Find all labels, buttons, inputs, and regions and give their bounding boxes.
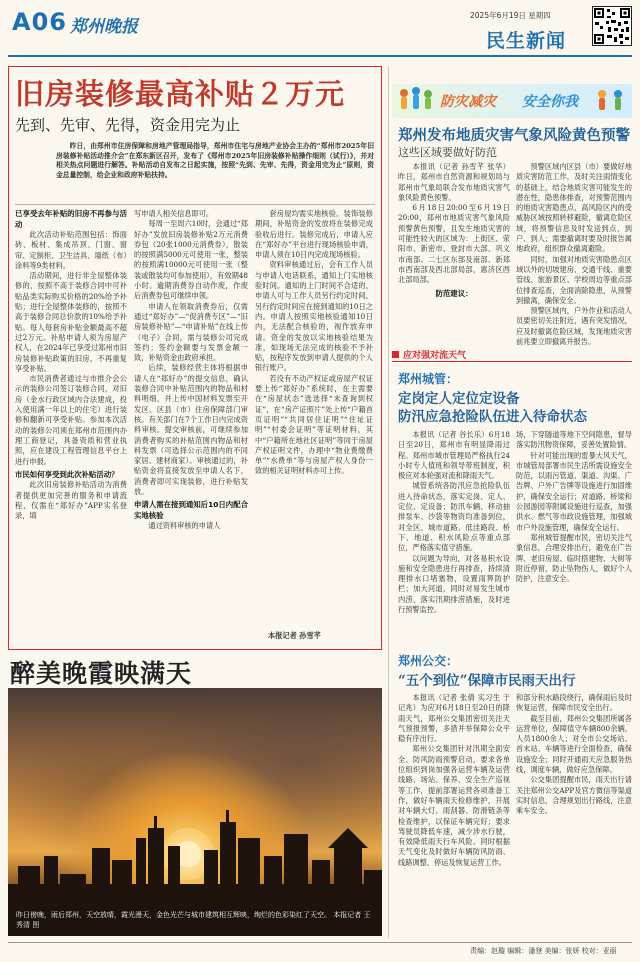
bus-paragraph: 截至目前，郑州公交集团所属各运营单位，保障值守车辆800余辆，人员1800余人；对全市公交场站、首末站、车辆等进行全面检查，确保设施安全；同时开通雨天应急服务热线，调度车辆，做好应急保障。	[516, 713, 632, 775]
qr-code-icon	[592, 6, 632, 46]
bus-article-column-2	[516, 693, 632, 937]
footer-credits: 责编：赵璇 编辑：潘登 美编：张妍 校对：亚丽	[470, 947, 617, 955]
lead-article-column-3	[255, 209, 373, 629]
lead-intro-rule	[15, 204, 375, 205]
photo-story-title: 醉美晚霞映满天	[10, 659, 193, 688]
bus-paragraph: 和部分积水路段绕行，确保雨后及时恢复运营，保障市民安全出行。	[516, 693, 632, 713]
city-paragraph: 针对可能出现的雷暴大风天气，市城管局部署市民生活所需设施安全防范，以雨污管道、渠道、沟渠、广告牌、户外广告牌等设施进行加固维护，确保安全运行；对道路、桥梁和公园游园等附属设施进行巡查，加强供水、燃气等市政设施管理，加强城市户外设施管理，确保安全运行。	[516, 450, 632, 532]
city-paragraph: 本报讯（记者 谷长乐）6月18日至20日，郑州市有明显降雨过程。郑州市城市管理局严格执行24小时专人值班和领导带班制度，积极应对本轮强对流和降雨天气。	[398, 430, 510, 481]
lead-paragraph: 后续，装修经营主体将根据申请人在“郑好办”的提交信息，确认装修合同中补贴范围内的物品和材料明细，并上传中国材料发票至开发区、区县（市）住房保障部门审核。有关部门在7个工作日内完成资料审核。提交审核前，可继续参加消费者购买的补贴范围内物品和材料发票（可选择公示范围内的不同家居、建材商家）。审核通过的，补贴资金将直接发放至申请人名下，消费者即可实现装修，进行补贴发放。	[134, 363, 248, 497]
weather-article-column-1	[398, 162, 510, 338]
photo-caption: 昨日傍晚，雨后郑州，天空放晴，霞光漫天，金色光芒与城市建筑相互辉映，绚烂的色彩染红了天空。 本报记者 王秀清 图	[16, 911, 371, 929]
city-article-title-1: 定岗定人定位定设备	[398, 391, 520, 407]
weather-paragraph: 本报讯（记者 孙雪芊 张华）昨日，郑州市自然资源和规划局与郑州市气象局联合发布地质灾害气象风险黄色预警。	[398, 162, 510, 202]
lead-article-subtitle: 先到、先审、先得，资金用完为止	[15, 116, 241, 134]
sunset-photo	[8, 688, 382, 936]
weather-paragraph: 6月18日20:00至6月19日20:00，郑州市地质灾害气象风险预警黄色预警，且发生地质灾害的可能性较大的区域为：上街区、荥阳市、新密市、登封市大部、巩义市南部、二七区东部及南部、新郑市西南部及西北部局部，惠济区西北部局部。	[398, 203, 510, 285]
city-paragraph: 以问题为导向，对各易积水设施和安全隐患进行再排查，持续清理排水口堵塞物，设置雨箅防护栏；加大河道，同时对易发生城市内涝，落实汛期排涝措施，及时进行预警监控。	[398, 553, 510, 615]
lead-subheading-1: 已享受去年补贴的旧房不再参与活动	[15, 209, 127, 229]
lead-paragraph: 套房屋均需实地核验。装饰装修期间，补贴资金的发放将在装修完成验收后进行。装修完成后，申请人应在“郑好办”平台进行现场核验申请，申请人须在10日内完成现场核验。	[255, 209, 373, 260]
city-paragraph: 场，下穿隧道等地下空间隐患，督导落实防汛物资保障，妥善处置险情。	[516, 430, 632, 450]
weather-article-column-2	[516, 162, 632, 347]
city-article-column-1	[398, 430, 510, 640]
lead-paragraph: 若没有不动产权证或房屋产权证要上传“郑好办”系统时，在主需要在“房屋状态”选选择“未查询到权证”，在“房产证照片”处上传“户籍首页证明”“共同居住证明”“住址证明”“村委会证明”等证明材料，其中“户籍所在地社区证明”等同于房屋产权证明文件，办理中“物业费缴费单”“水费单”等与房屋产权人身份一致的相关证明材料亦可上传。	[255, 373, 373, 476]
weather-subheading: 防范建议：	[435, 288, 473, 298]
section-title: 民生新闻	[486, 30, 567, 52]
footer-rule	[8, 942, 632, 943]
lead-paragraph: 写申请人相关信息即可。	[134, 209, 214, 218]
weather-article-subtitle: 这些区域要做好防范	[398, 146, 497, 159]
lead-paragraph: 市民消费者通过与市推介会公示的装修公司签订装修合同，对旧房（金水行政区域内合法建成，投入使用满一年以上的住宅）进行装修和翻新可享受补贴。参加本次活动的装修公司须在郑州市范围内办理工商登记，具备资质和营业执照，应在建设工程管理信息平台上进行申报。	[15, 374, 127, 466]
city-article-kicker: 郑州城管：	[398, 372, 459, 386]
paper-logo: 郑州晚报	[70, 17, 138, 37]
lead-article-byline: 本报记者 孙雪芊	[268, 631, 321, 640]
weather-article-title: 郑州发布地质灾害气象风险黄色预警	[398, 127, 630, 144]
lead-paragraph: 此次旧房装修补贴活动为消费者提供更加完善的服务和申请流程，仅需在“郑好办”APP实名登录，填	[15, 480, 127, 521]
page-number: A06	[12, 8, 67, 36]
column-divider	[388, 66, 389, 938]
city-paragraph: 郑州城管提醒市民，密切关注气象信息，合理安排出行，避免在广告牌、老旧房屋、临时搭建物、大树等附近停留，防止坠物伤人，做好个人防护，注意安全。	[516, 532, 632, 584]
masthead-rule	[8, 55, 632, 57]
lead-paragraph: 此次活动补贴范围包括：饰面砖、板材、集成吊顶、门窗、窗帘、定制柜、卫生洁具、墙纸（布）涂料等9类材料。	[15, 230, 127, 270]
bus-article-title: “五个到位”保障市民雨天出行	[398, 673, 576, 689]
lead-subheading-3: 申请人需在接到通知后10日内配合实地核验	[134, 500, 248, 520]
weather-paragraph: 预警区域内，户外作业和活动人员要密切关注附近，遇有突发情况，应及时撤离危险区域，发现地质灾害前兆要立即撤离并报告。	[516, 306, 632, 347]
lead-article-column-1	[15, 209, 127, 641]
lead-article-column-2	[134, 209, 248, 641]
bus-article-column-1	[398, 693, 510, 937]
issue-date: 2025年6月19日 星期四	[470, 11, 551, 20]
city-paragraph: 城管系统各防汛应急抢险队伍进入待命状态，落实定岗、定人、定位、定设备；防汛车辆、移动抽排泵车、沙袋等物资均准备到位，对全区、城市道路、低洼路段、桥下、地道、积水风险点等重点部位，严格落实值守措施。	[398, 481, 510, 553]
lead-subheading-2: 市民如何享受到此次补贴活动？	[15, 469, 119, 479]
section-tag-label: 应对强对流天气	[403, 351, 467, 361]
bus-article-kicker: 郑州公交：	[398, 654, 459, 668]
kids-icon	[592, 85, 630, 117]
masthead	[0, 0, 640, 60]
safety-banner	[392, 84, 632, 118]
lead-paragraph: 资料审核通过后，会有工作人员与申请人电话联系，通知上门实地核验时间。通知的上门时间不合适的，申请人可与工作人员另行约定时间，另行约定时间应在接到通知的10日之内。申请人按照实地核验通知10日内，无法配合核验的，视作放弃申请。资金的发放以实地核验结果为准，如现场无法完成的核验不予补贴，按程序发放到申请人提供的个人银行账户。	[255, 260, 373, 373]
people-icon	[396, 85, 436, 117]
lead-paragraph: 活动期间，进行非全屋整体装修的，按照不高于装修合同中可补贴品类实际购买价格的20%给予补贴；进行全屋整体装修的，按照不高于装修合同总价款的10%给予补贴。每人每套房补贴金额最高不超过2万元。补贴申请人须为房屋产权人，在2024年已享受过郑州市旧房装修补贴政策的旧房，不再重复享受补贴。	[15, 271, 127, 373]
banner-text-left: 防灾减灾	[440, 94, 496, 110]
section-tag	[392, 348, 632, 362]
bus-paragraph: 公交集团提醒市民，雨天出行请关注郑州公交APP及官方微信等渠道实时信息，合理规划出行路线，注意乘车安全。	[516, 775, 632, 816]
bus-paragraph: 郑州公交集团针对汛期全面安全、防风防雨预警启动，要求各单位组织到岗加强各运营车辆及运营线路、场站、保养、安全生产巡视等工作，提前部署运营各项准备工作，做好车辆雨天检修维护，开展对车辆大灯、雨刮器、防滑链条等检查维护，以保证车辆完好；要求驾驶员降低车速，减少涉水行驶，有效降低雨天行车风险。同时根据天气变化及时做好车辆防风防雨、线路调整、停运及恢复运营工作。	[398, 744, 510, 867]
lead-paragraph: 每周一至周六10时，会通过“郑好办”发放旧房装修补贴2万元消费券包（20张1000元消费券），散装的按照满5000元可使用一张，整装的按照满10000元可使用一张（整装或散装均可参加使用），有效期48小时。逾期消费券自动作废，作废后消费券包可继续申领。	[134, 219, 248, 301]
section-tag-marker	[392, 351, 399, 358]
lead-article-headline: 旧房装修最高补贴２万元	[15, 77, 346, 111]
lead-paragraph: 通过资料审核的申请人	[148, 521, 221, 531]
banner-text-right: 安全你我	[522, 94, 578, 110]
city-article-column-2	[516, 430, 632, 640]
lead-paragraph: 申请人在领取消费券后，仅需通过“郑好办”—“促消费专区”—“旧房装修补贴”—“申请补贴”在线上传（电子）合同，需与装修公司完成签约；签约金额要与发票金额一致，补贴资金由政府承担。	[134, 301, 248, 363]
city-article-title-2: 防汛应急抢险队伍进入待命状态	[398, 409, 587, 425]
weather-paragraph: 预警区域内区县（市）要做好地质灾害防范工作，及时关注雨情变化的基础上，结合地质灾害可能发生的潜在性，隐患体排查，对预警范围内的地质灾害隐患点、高风险区内的受威胁区域按照转移避险，撤离危险区域，将预警信息及时发送到点、到户、到人；需要撤离时要及时报告属地政府，组织群众撤离避险。	[516, 162, 632, 254]
weather-paragraph: 同时，加强对地质灾害隐患点区域以外的切坡建房、交通干线、重要管线、旅游景区、学校周边等重点部位排查巡查，全面消除隐患，从预警到撤离，确保安全。	[516, 254, 632, 305]
bus-paragraph: 本报讯（记者 张倩 实习生 于记兆）为应对6月18日至20日的降雨天气，郑州公交集团密切关注天气预报预警，多措并举保障公众平稳有序出行。	[398, 693, 510, 744]
lead-article-intro: 昨日，由郑州市住房保障和房地产管理局指导，郑州市住宅与房地产业协会主办的“郑州市2025年旧房装修补贴活动推介会”在郑东新区召开，发布了《郑州市2025年旧房装修补贴操作细则（试行）》，并对相关热点问题进行解答。补贴活动自发布之日起实施，按照“先到、先审、先得，资金用完为止”原则，资金总量控制，给企业和政府补贴扶持。	[56, 142, 374, 179]
